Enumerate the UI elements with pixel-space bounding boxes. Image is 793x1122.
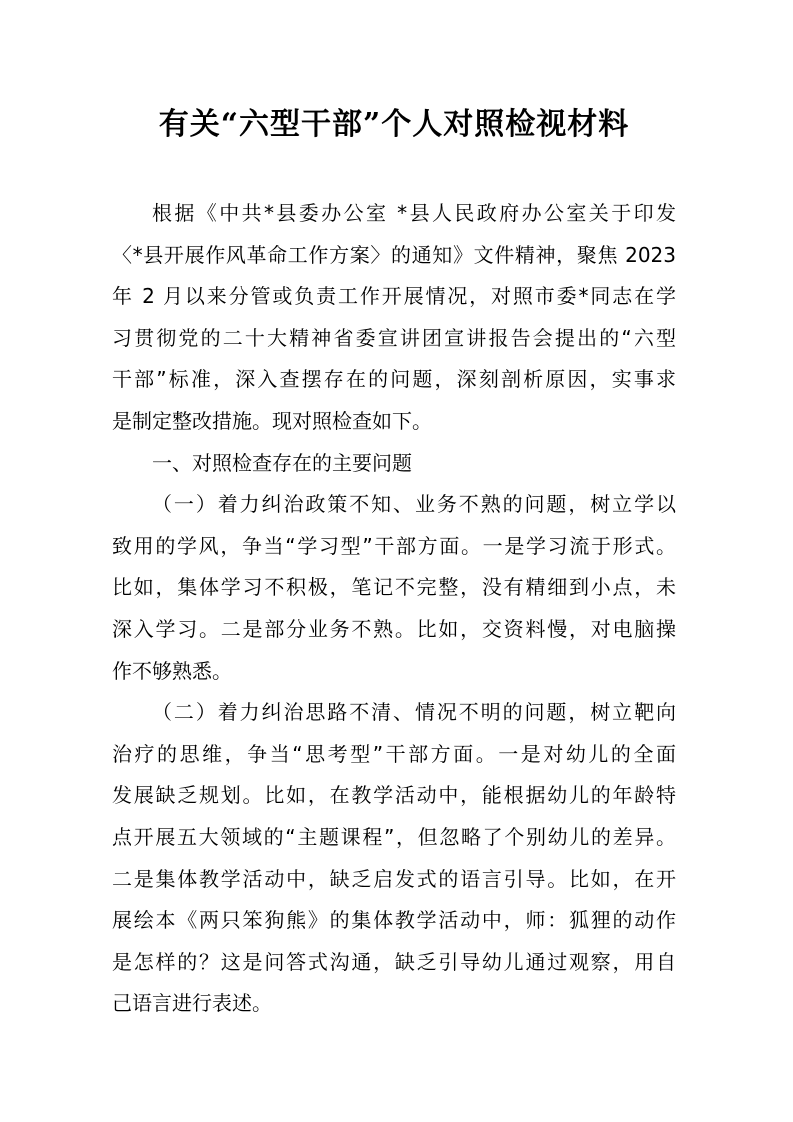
text-line: 习贯彻党的二十大精神省委宣讲团宣讲报告会提出的“六型 <box>112 325 676 350</box>
text-line: 发展缺乏规划。比如，在教学活动中，能根据幼儿的年龄特 <box>112 783 676 808</box>
text-line: 展绘本《两只笨狗熊》的集体教学活动中，师：狐狸的动作 <box>112 908 676 933</box>
text-line: 〈*县开展作风革命工作方案〉的通知》文件精神，聚焦 2023 <box>112 242 676 267</box>
text-line: 干部”标准，深入查摆存在的问题，深刻剖析原因，实事求 <box>112 367 676 392</box>
text-line: 年 2 月以来分管或负责工作开展情况，对照市委*同志在学 <box>112 284 676 309</box>
text-line: 根据《中共*县委办公室 *县人民政府办公室关于印发 <box>152 201 676 225</box>
text-line: （一）着力纠治政策不知、业务不熟的问题，树立学以 <box>152 492 676 517</box>
paragraph-problem-one <box>112 484 676 692</box>
paragraph-intro <box>112 193 676 443</box>
text-line: 是怎样的？这是问答式沟通，缺乏引导幼儿通过观察，用自 <box>112 949 676 974</box>
text-line: （二）着力纠治思路不清、情况不明的问题，树立靶向 <box>152 700 676 725</box>
text-line: 点开展五大领域的“主题课程”，但忽略了个别幼儿的差异。 <box>112 824 676 849</box>
document-title: 有关“六型干部”个人对照检视材料 <box>158 107 630 142</box>
text-line: 致用的学风，争当“学习型”干部方面。一是学习流于形式。 <box>112 533 676 558</box>
heading-section-one <box>112 443 676 485</box>
text-line: 是制定整改措施。现对照检查如下。 <box>112 408 432 433</box>
text-line: 作不够熟悉。 <box>112 658 232 683</box>
text-line: 治疗的思维，争当“思考型”干部方面。一是对幼儿的全面 <box>112 741 676 766</box>
text-line: 深入学习。二是部分业务不熟。比如，交资料慢，对电脑操 <box>112 616 676 641</box>
document-body <box>112 193 676 1025</box>
text-line: 一、对照检查存在的主要问题 <box>152 450 412 475</box>
paragraph-problem-two <box>112 692 676 1025</box>
text-line: 二是集体教学活动中，缺乏启发式的语言引导。比如，在开 <box>112 866 676 891</box>
text-line: 己语言进行表述。 <box>112 991 272 1016</box>
text-line: 比如，集体学习不积极，笔记不完整，没有精细到小点，未 <box>112 575 676 600</box>
